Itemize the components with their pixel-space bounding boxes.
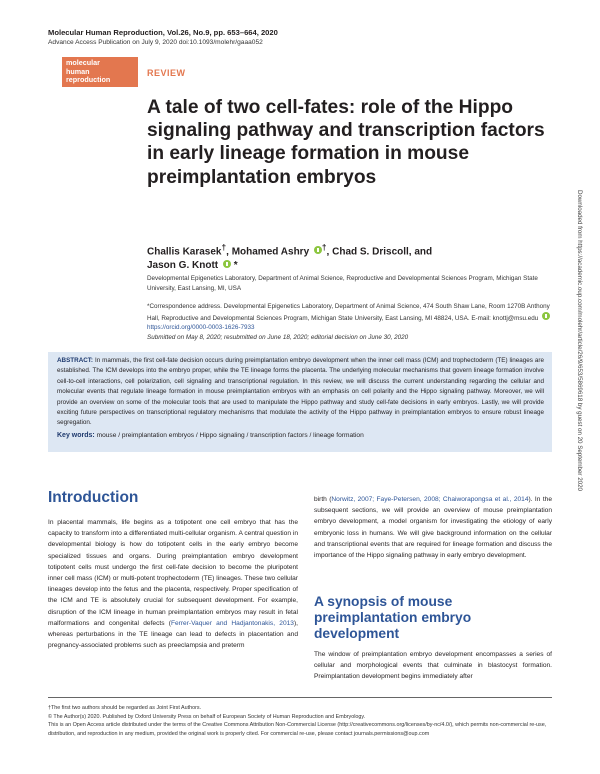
orcid-icon[interactable] [223,260,231,268]
keywords-list: mouse / preimplantation embryos / Hippo signaling / transcription factors / lineage formation [96,432,364,439]
submission-dates: Submitted on May 8, 2020; resubmitted on June 18, 2020; editorial decision on June 30, 2020 [147,334,409,341]
author-list: Challis Karasek†, Mohamed Ashry †, Chad S. Driscoll, and Jason G. Knott * [147,242,433,272]
journal-logo [62,57,138,87]
orcid-icon[interactable] [314,246,322,254]
footnote-license: This is an Open Access article distributed under the terms of the Creative Commons Attribution Non-Commercial License (http://creativecommons.org/licenses/by-nc/4.0/), which permits non-commercial re-use, distribution, and reproduction in any medium, provided the original work is properly cited. For commercial re-use, please contact journals.permissions@oup.com [48,722,547,737]
article-title: A tale of two cell-fates: role of the Hippo signaling pathway and transcription factors in early lineage formation in mouse preimplantation embryos [147,97,545,188]
author-mark: † [321,242,327,252]
citation-link[interactable]: Ferrer-Vaquer and Hadjantonakis, 2013 [170,619,294,627]
footnote-copyright: © The Author(s) 2020. Published by Oxford University Press on behalf of European Society of Human Reproduction and Embryology. [48,713,366,720]
author-knott[interactable]: Jason G. Knott [147,260,219,272]
keywords-label: Key words: [57,432,95,439]
introduction-heading: Introduction [48,489,139,506]
keywords [57,432,544,439]
abstract [57,356,544,429]
synopsis-paragraph: The window of preimplantation embryo development encompasses a series of cellular and morphological events that culminate in blastocyst formation. Preimplantation development begins immediately after [314,651,552,681]
intro-text-a: In placental mammals, life begins as a totipotent one cell embryo that has the capacity to transform into a differentiated multi-cellular organism. A central question in developmental biology is how do totipotent cells in the early embryo become specialized tissues and organs. During preimplantation embryo development totipotent cells must undergo the first cell-fate decision to become the pluripotent inner cell mass (ICM) or multi-potent trophectoderm (TE) lineages. These two cellular lineages develop into the fetus and the placenta, respectively. Proper specification of the ICM and TE is absolutely crucial for subsequent development. For example, disruption of the ICM lineage in human preimplantation embryos may result in fetal malformations and congenital defects ( [48,519,298,627]
correspondence [147,302,557,333]
footnote-joint-authors: †The first two authors should be regarded as Joint First Authors. [48,705,202,711]
logo-line-2: human [66,66,90,76]
citation-link[interactable]: Norwitz, 2007; Faye-Petersen, 2008; Chaiworapongsa et al., 2014 [331,496,529,503]
intro-text-c: birth ( [314,496,332,503]
introduction-paragraph [48,517,298,651]
download-watermark: Downloaded from https://academic.oup.com/molehr/article/26/9/653/5869618 by guest on 20 September 2020 [576,190,583,491]
affiliation: Developmental Epigenetics Laboratory, Department of Animal Science, Reproductive and Developmental Sciences Program, Michigan State University, East Lansing, MI, USA [147,275,538,292]
author-karasek[interactable]: Challis Karasek [147,246,222,258]
orcid-icon[interactable] [542,312,550,320]
intro-text-d: ). In the subsequent sections, we will provide an overview of mouse preimplantation embryo development, a model organism for investigating the etiology of early embryonic loss in humans. We will give background information on the cellular and transcriptional events that are required for lineage formation and discuss the importance of the Hippo signaling pathway in early embryo development. [314,496,552,560]
author-ashry[interactable]: Mohamed Ashry [231,246,310,258]
article-type-label: REVIEW [147,68,186,78]
logo-line-1: molecular [66,58,100,67]
orcid-link[interactable]: https://orcid.org/0000-0003-1626-7933 [147,324,255,331]
synopsis-heading: A synopsis of mouse preimplantation embryo development [314,594,472,641]
journal-citation: Molecular Human Reproduction, Vol.26, No.9, pp. 653–664, 2020 [48,28,278,37]
correspondence-text: *Correspondence address. Developmental Epigenetics Laboratory, Department of Animal Science, 474 South Shaw Lane, Room 1270B Anthony Hall, Reproductive and Developmental Sciences Program, Michigan State University, East Lansing, MI 48824, USA. E-mail: knottj@msu.edu [147,303,550,322]
advance-access-line: Advance Access Publication on July 9, 2020 doi:10.1093/molehr/gaaa052 [48,39,263,46]
abstract-label: ABSTRACT: [57,357,94,364]
logo-line-3: reproduction [66,75,111,85]
footnote-divider [48,697,552,698]
author-mark: † [221,242,227,252]
corresponding-mark: * [233,260,238,272]
author-driscoll[interactable]: Chad S. Driscoll, and [332,246,433,258]
intro-text-b: ), whereas perturbations in the TE lineage can lead to defects in placentation and pregnancy-associated problems such as preeclampsia and preterm [48,619,298,650]
introduction-paragraph-continued [314,494,552,561]
footnotes [48,704,552,738]
abstract-body: In mammals, the first cell-fate decision occurs during preimplantation embryo development when the inner cell mass (ICM) and trophectoderm (TE) lineages are established. The ICM develops into the embryo proper, while the TE lineage forms the placenta. The underlying molecular mechanisms that govern lineage formation involve cell-to-cell interactions, cell polarization, cell signaling and transcriptional regulation. In this review, we will discuss the current understanding regarding the cellular and molecular events that regulate lineage formation in mouse preimplantation embryos with an emphasis on cell polarity and the Hippo signaling pathway. Moreover, we will provide an overview on some of the molecular tools that are used to manipulate the Hippo pathway and study cell-fate decisions in early embryos. Lastly, we will provide exciting future perspectives on transcriptional regulatory mechanisms that modulate the activity of the Hippo pathway in preimplantation embryos to ensure robust lineage segregation. [57,357,544,427]
